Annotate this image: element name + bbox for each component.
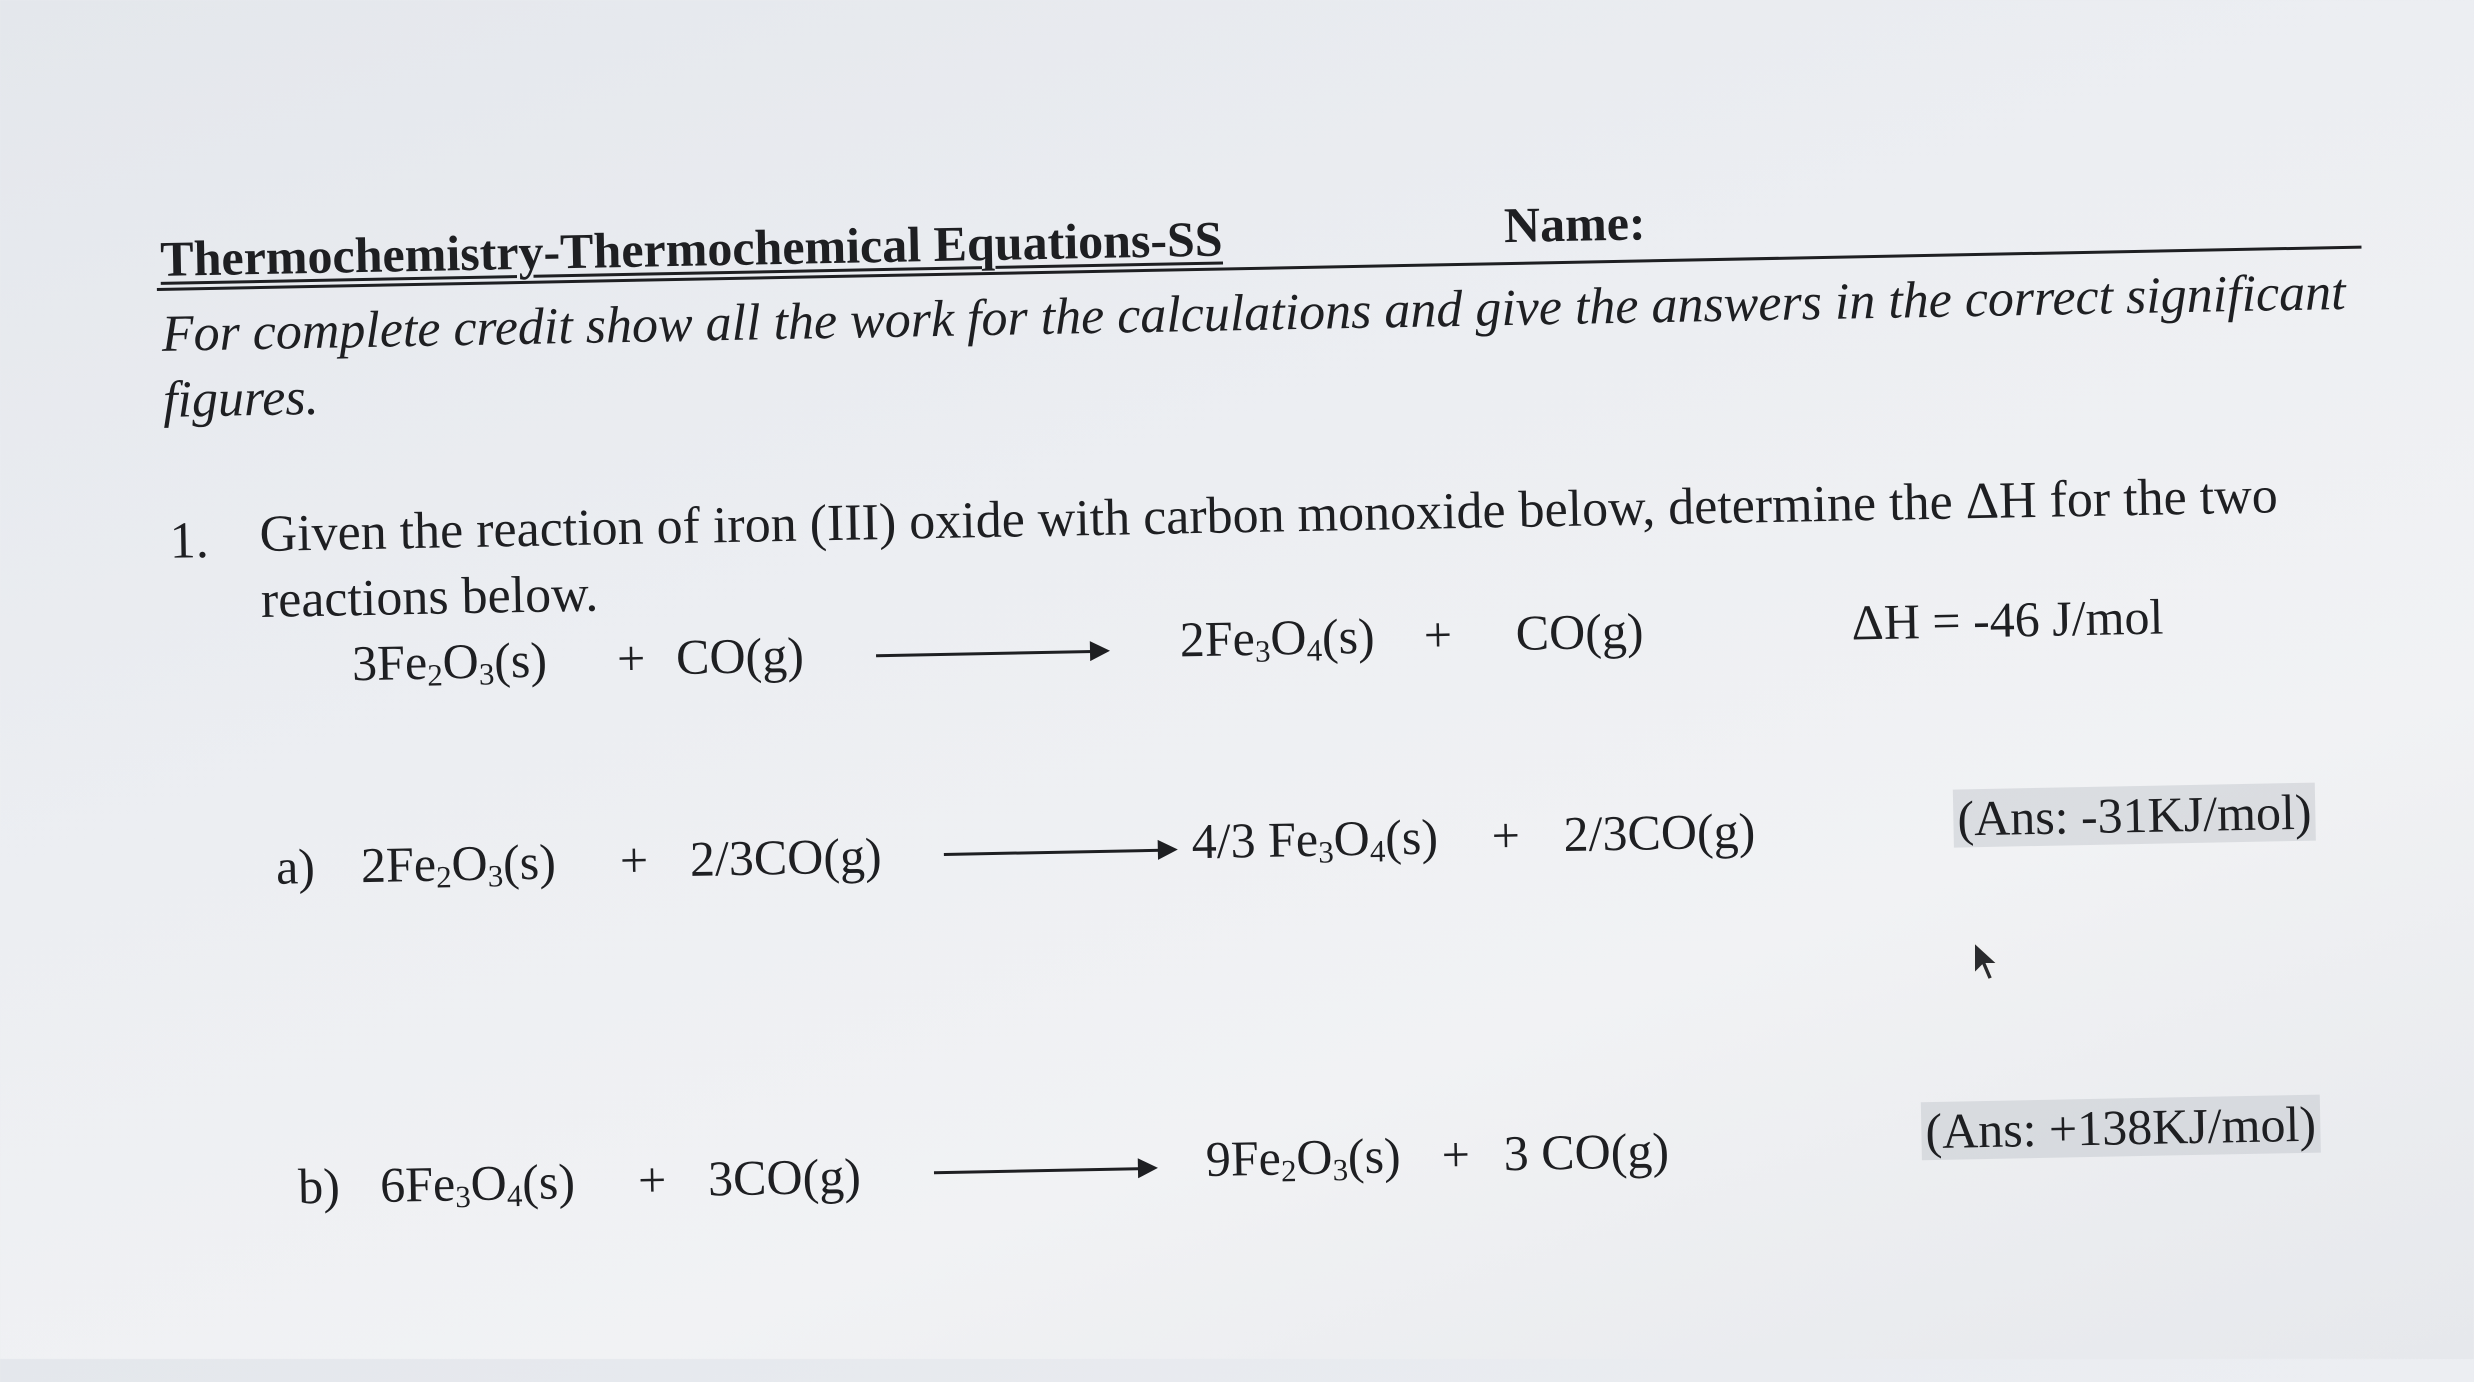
part-a-reactant-2: 2/3CO(g) (689, 827, 883, 887)
part-b-plus-1: + (637, 1151, 667, 1208)
part-b-reactant-1: $6Fe_3O_4(s)$ (379, 1153, 576, 1215)
instructions-text: For complete credit show all the work for the calculations and give the answers in the correct significant figures. (161, 263, 2347, 429)
part-b-product-2: 3 CO(g) (1503, 1122, 1670, 1182)
given-reaction-arrow (876, 650, 1106, 657)
part-a-plus-1: + (619, 831, 649, 889)
part-b-reactant-2: 3CO(g) (707, 1147, 862, 1207)
given-reactant-1: $3Fe_2O_3(s)$ (351, 631, 548, 693)
given-reactant-2: CO(g) (675, 626, 805, 686)
mouse-pointer-icon (1970, 940, 2004, 988)
name-label: Name: (1503, 194, 1647, 254)
part-a-reactant-1: $2Fe_2O_3(s)$ (360, 833, 557, 895)
given-plus-2: + (1423, 606, 1453, 663)
part-a-product-1: 4/3 $Fe_3O_4(s)$ (1191, 808, 1439, 870)
given-plus-1: + (616, 629, 646, 687)
part-a-label: a) (275, 838, 316, 895)
part-a-answer: (Ans: -31KJ/mol) (1953, 783, 2316, 848)
given-enthalpy: ΔH = -46 J/mol (1851, 588, 2164, 651)
part-b-plus-2: + (1441, 1125, 1471, 1183)
given-product-2: CO(g) (1515, 602, 1645, 661)
question-number: 1. (169, 512, 210, 570)
given-product-1: $2Fe_3O_4(s)$ (1179, 607, 1376, 669)
part-a-product-2: 2/3CO(g) (1563, 802, 1756, 863)
part-b-reaction-arrow (934, 1167, 1154, 1174)
part-b-product-1: $9Fe_2O_3(s)$ (1205, 1127, 1402, 1189)
part-a-plus-2: + (1491, 806, 1521, 864)
part-a-reaction-arrow (944, 849, 1174, 856)
part-b-label: b) (297, 1157, 341, 1215)
worksheet-title: Thermochemistry-Thermochemical Equations-SS (159, 210, 1224, 287)
question-text: Given the reaction of iron (III) oxide with carbon monoxide below, determine the ΔH for the two reactions below. (259, 467, 2279, 630)
part-b-answer: (Ans: +138KJ/mol) (1921, 1095, 2321, 1161)
